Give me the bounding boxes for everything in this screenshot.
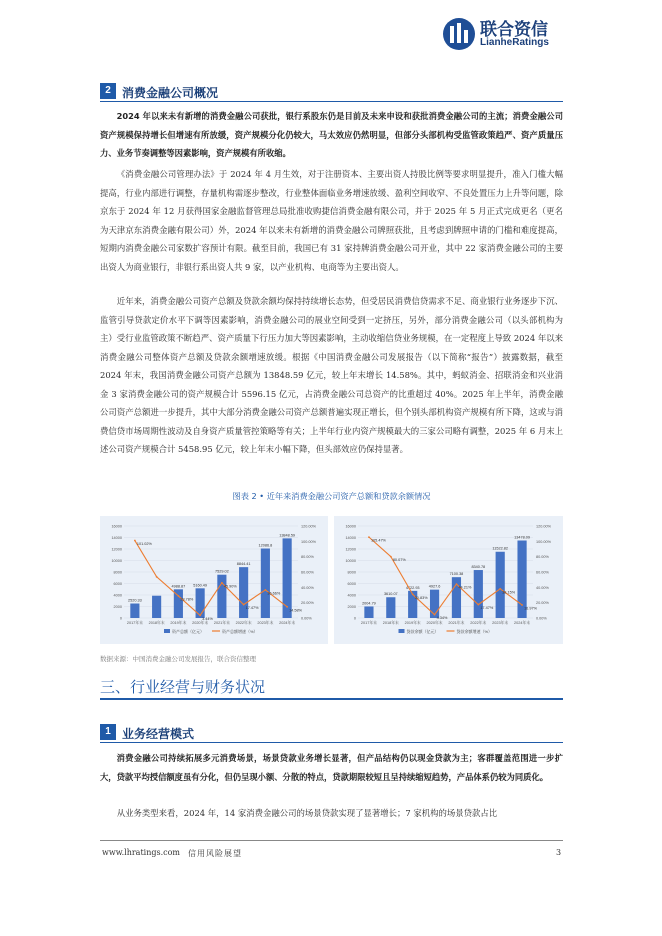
left-tick-label: 6000: [113, 582, 122, 586]
bar-value-label: 2520.33: [128, 598, 142, 603]
growth-value-label: 38.15%: [502, 590, 516, 595]
right-tick-label: 40.00%: [536, 585, 549, 590]
growth-value-label: 44.21%: [458, 585, 472, 590]
paragraph-2: 近年来，消费金融公司资产总额及贷款余额均保持持续增长态势，但受居民消费信贷需求不足、商业银行业务逐步下沉、监管引导贷款定价水平下调等因素影响，消费金融公司的展业空间受到一定挤压，另外，部分消费金融公司（以头部机构为主）受行业监管政策不断趋严、资产质量下行压力加大等因素影响，主动收缩信贷业务规模，在一定程度上导致 2024 年以来消费金融公司整体资产总额及贷款余额增速放缓。根据《中国消费金融公司发展报告（以下简称“报告”）披露数据，截至 2024 年末，我国消费金融公司资产总额为 13848.59 亿元，较上年末增长 14.58%。其中，蚂蚁消金、招联消金和兴业消金 3 家消费金融公司的资产规模合计 5596.15 亿元，占消费金融公司总资产的比重超过 40%。2025 年上半年，消费金融公司资产总额进一步提升，其中大部分消费金融公司资产总额普遍实现正增长，但个别头部机构资产规模有所下降，这或与消费信贷市场周期性波动及自身资产质量管控策略等有关；上半年行业内资产规模最大的三家公司略有调整，2025 年 6 月末上述公司资产规模合计 5458.95 亿元，较上年末小幅下降，但头部效应仍保持显著。: [100, 296, 563, 454]
subsection-divider: [100, 742, 563, 743]
growth-point: [456, 583, 458, 585]
right-tick-label: 60.00%: [536, 570, 549, 575]
bar: [217, 575, 226, 618]
data-source: 数据来源：中国消费金融公司发展报告，联合资信整理: [100, 655, 256, 663]
growth-point: [156, 576, 158, 578]
legend-bar-label: 资产总额（亿元）: [172, 629, 204, 634]
x-tick-label: 2022年末: [235, 621, 252, 625]
x-tick-label: 2023年末: [492, 621, 509, 625]
section-summary: 2024 年以来未有新增的消费金融公司获批，银行系股东仍是目前及未来申设和获批消费金融公司的主流；消费金融公司资产规模保持增长但增速有所放缓，资产规模分化仍较大，马太效应仍然明显，但部分头部机构受监管政策趋严、资产质量压力、业务节奏调整等因素影响，资产规模有所收缩。: [100, 111, 563, 158]
bar-value-label: 4988.87: [171, 584, 186, 589]
bar-value-label: 11522.82: [492, 546, 508, 551]
growth-point: [477, 604, 479, 606]
left-tick-label: 10000: [345, 559, 356, 563]
right-tick-label: 100.00%: [301, 539, 316, 544]
growth-point: [264, 589, 266, 591]
bar-value-label: 7529.02: [215, 569, 229, 574]
asset-chart-panel: [100, 516, 328, 644]
left-tick-label: 12000: [111, 547, 122, 552]
growth-value-label: 105.47%: [370, 538, 386, 543]
legend-bar-swatch: [164, 629, 170, 633]
growth-point: [521, 604, 523, 606]
x-tick-label: 2017年末: [126, 621, 143, 625]
left-tick-label: 10000: [111, 559, 122, 563]
growth-value-label: 17.47%: [480, 606, 494, 611]
right-tick-label: 120.00%: [301, 524, 316, 529]
x-tick-label: 2023年末: [257, 621, 274, 625]
growth-point: [243, 604, 245, 606]
bar-value-label: 12086.8: [258, 543, 273, 548]
growth-point: [368, 536, 370, 538]
right-tick-label: 60.00%: [301, 570, 314, 575]
growth-point: [390, 556, 392, 558]
left-tick-label: 16000: [111, 524, 122, 529]
right-tick-label: 100.00%: [536, 539, 551, 544]
legend-line-label: 贷款余额增速（%）: [456, 629, 493, 634]
bar: [386, 597, 395, 618]
right-tick-label: 120.00%: [536, 524, 551, 529]
footer-url[interactable]: www.lhratings.com: [102, 848, 181, 857]
legend-bar-swatch: [399, 629, 405, 633]
x-tick-label: 2019年末: [404, 621, 421, 625]
loan-chart-panel: [334, 516, 563, 644]
right-tick-label: 0.00%: [536, 616, 547, 621]
bar-value-label: 4927.6: [428, 584, 441, 589]
x-tick-label: 2021年末: [448, 621, 465, 625]
left-tick-label: 2000: [113, 605, 122, 609]
bar-value-label: 2004.79: [362, 601, 376, 606]
growth-value-label: 4.34%: [436, 616, 448, 621]
bar-value-label: 8844.41: [236, 562, 251, 567]
right-tick-label: 40.00%: [301, 585, 314, 590]
left-tick-label: 4000: [113, 593, 122, 598]
x-tick-label: 2020年末: [426, 621, 443, 625]
logo-en: LianheRatings: [480, 37, 549, 48]
subsection-summary: 消费金融公司持续拓展多元消费场景，场景贷款业务增长显著，但产品结构仍以现金贷款为主；客群覆盖范围进一步扩大，贷款平均授信额度虽有分化，但仍呈现小额、分散的特点，贷款期限较短且呈持续缩短趋势，产品体系仍较为同质化。: [100, 753, 563, 782]
bar: [474, 570, 483, 618]
right-tick-label: 20.00%: [536, 601, 549, 606]
left-tick-label: 2000: [347, 605, 356, 609]
growth-point: [286, 606, 288, 608]
section-divider: [100, 101, 563, 102]
growth-value-label: 14.58%: [289, 608, 303, 613]
legend-bar-label: 贷款余额（亿元）: [406, 629, 439, 634]
logo-mark-icon: [442, 17, 476, 51]
subsection-title: 业务经营模式: [122, 727, 195, 741]
bar: [496, 552, 505, 618]
footer-tagline: 信用风险展望: [188, 849, 242, 858]
right-tick-label: 20.00%: [301, 601, 314, 606]
x-tick-label: 2024年末: [514, 621, 531, 625]
left-tick-label: 14000: [111, 536, 122, 540]
bar: [130, 604, 139, 618]
chapter-divider: [100, 698, 563, 700]
growth-point: [434, 614, 436, 616]
growth-value-label: 101.02%: [136, 542, 152, 547]
growth-value-label: 45.90%: [223, 584, 237, 589]
logo: [442, 15, 567, 53]
right-tick-label: 0.00%: [301, 616, 312, 621]
subsection-paragraph-1: 从业务类型来看，2024 年，14 家消费金融公司的场景贷款实现了显著增长；7 家机构的场景贷款占比: [116, 808, 498, 818]
growth-point: [134, 540, 136, 542]
chapter-title: 三、行业经营与财务状况: [100, 678, 266, 696]
page-number: 3: [556, 848, 562, 857]
left-tick-label: 6000: [347, 582, 356, 586]
left-tick-label: 8000: [347, 570, 356, 575]
growth-value-label: 28.78%: [180, 597, 194, 602]
growth-value-label: 3.44%: [202, 616, 213, 621]
x-tick-label: 2024年末: [279, 621, 296, 625]
bar-value-label: 4722.93: [405, 585, 420, 590]
growth-point: [199, 614, 201, 616]
paragraph-1: 《消费金融公司管理办法》于 2024 年 4 月生效，对于注册资本、主要出资人持股比例等要求明显提升，准入门槛大幅提高，行业内部进行调整，存量机构需逐步整改，行业整体面临业务增速放缓、盈利空间收窄、不良处置压力上升等问题，除京东于 2024 年 12 月获得国家金融监督管理总局批准收购捷信消费金融有限公司，并于 2025 年 5 月正式完成更名（更名为天津京东消费金融有限公司）外，2024 年以来未有新增的消费金融公司牌照获批，且考虑到牌照申请的门槛和难度提高，短期内消费金融公司家数扩容预计有限。截至目前，我国已有 31 家持牌消费金融公司开业，其中 22 家消费金融公司的主要出资人为商业银行，非银行系出资人共 9 家，以产业机构、电商等为主要出资人。: [100, 169, 563, 272]
left-tick-label: 16000: [345, 524, 356, 529]
bar-value-label: 13848.59: [279, 533, 296, 538]
x-tick-label: 2018年末: [382, 621, 399, 625]
legend-line-label: 资产总额增速（%）: [222, 629, 258, 634]
footer-divider: [100, 840, 563, 841]
section-number: 2: [100, 83, 116, 99]
loan-chart: [334, 516, 563, 644]
bar-value-label: 13478.09: [514, 535, 530, 540]
right-tick-label: 80.00%: [536, 555, 549, 560]
growth-point: [412, 593, 414, 595]
left-tick-label: 0: [353, 616, 356, 621]
bar-value-label: 7100.38: [449, 572, 464, 577]
subsection-number: 1: [100, 724, 116, 740]
x-tick-label: 2019年末: [170, 621, 187, 625]
growth-point: [499, 588, 501, 590]
x-tick-label: 2018年末: [148, 621, 165, 625]
bar: [261, 549, 270, 618]
logo-cn: 联合资信: [480, 20, 548, 40]
figure-caption: 图表 2 • 近年来消费金融公司资产总额和贷款余额情况: [232, 491, 431, 501]
left-tick-label: 14000: [345, 536, 356, 540]
growth-value-label: 30.83%: [414, 595, 428, 600]
bar: [196, 588, 205, 618]
left-tick-label: 12000: [345, 547, 356, 552]
growth-value-label: 80.07%: [392, 558, 406, 563]
growth-point: [177, 595, 179, 597]
left-tick-label: 0: [119, 616, 122, 621]
growth-value-label: 36.66%: [267, 591, 281, 596]
bar: [364, 606, 373, 618]
left-tick-label: 8000: [113, 570, 122, 575]
asset-chart: [100, 516, 328, 644]
right-tick-label: 80.00%: [301, 555, 314, 560]
left-tick-label: 4000: [347, 593, 356, 598]
x-tick-label: 2022年末: [470, 621, 487, 625]
section-title: 消费金融公司概况: [122, 86, 219, 100]
x-tick-label: 2021年末: [213, 621, 230, 625]
bar-value-label: 3610.07: [383, 592, 398, 597]
bar: [152, 596, 161, 618]
bar-value-label: 8340.78: [471, 565, 486, 570]
x-tick-label: 2020年末: [192, 621, 209, 625]
growth-point: [221, 582, 223, 584]
growth-value-label: 16.97%: [524, 606, 537, 611]
x-tick-label: 2017年末: [360, 621, 377, 625]
growth-value-label: 17.47%: [245, 606, 259, 611]
bar: [239, 567, 248, 618]
bar-value-label: 5160.49: [193, 583, 207, 588]
